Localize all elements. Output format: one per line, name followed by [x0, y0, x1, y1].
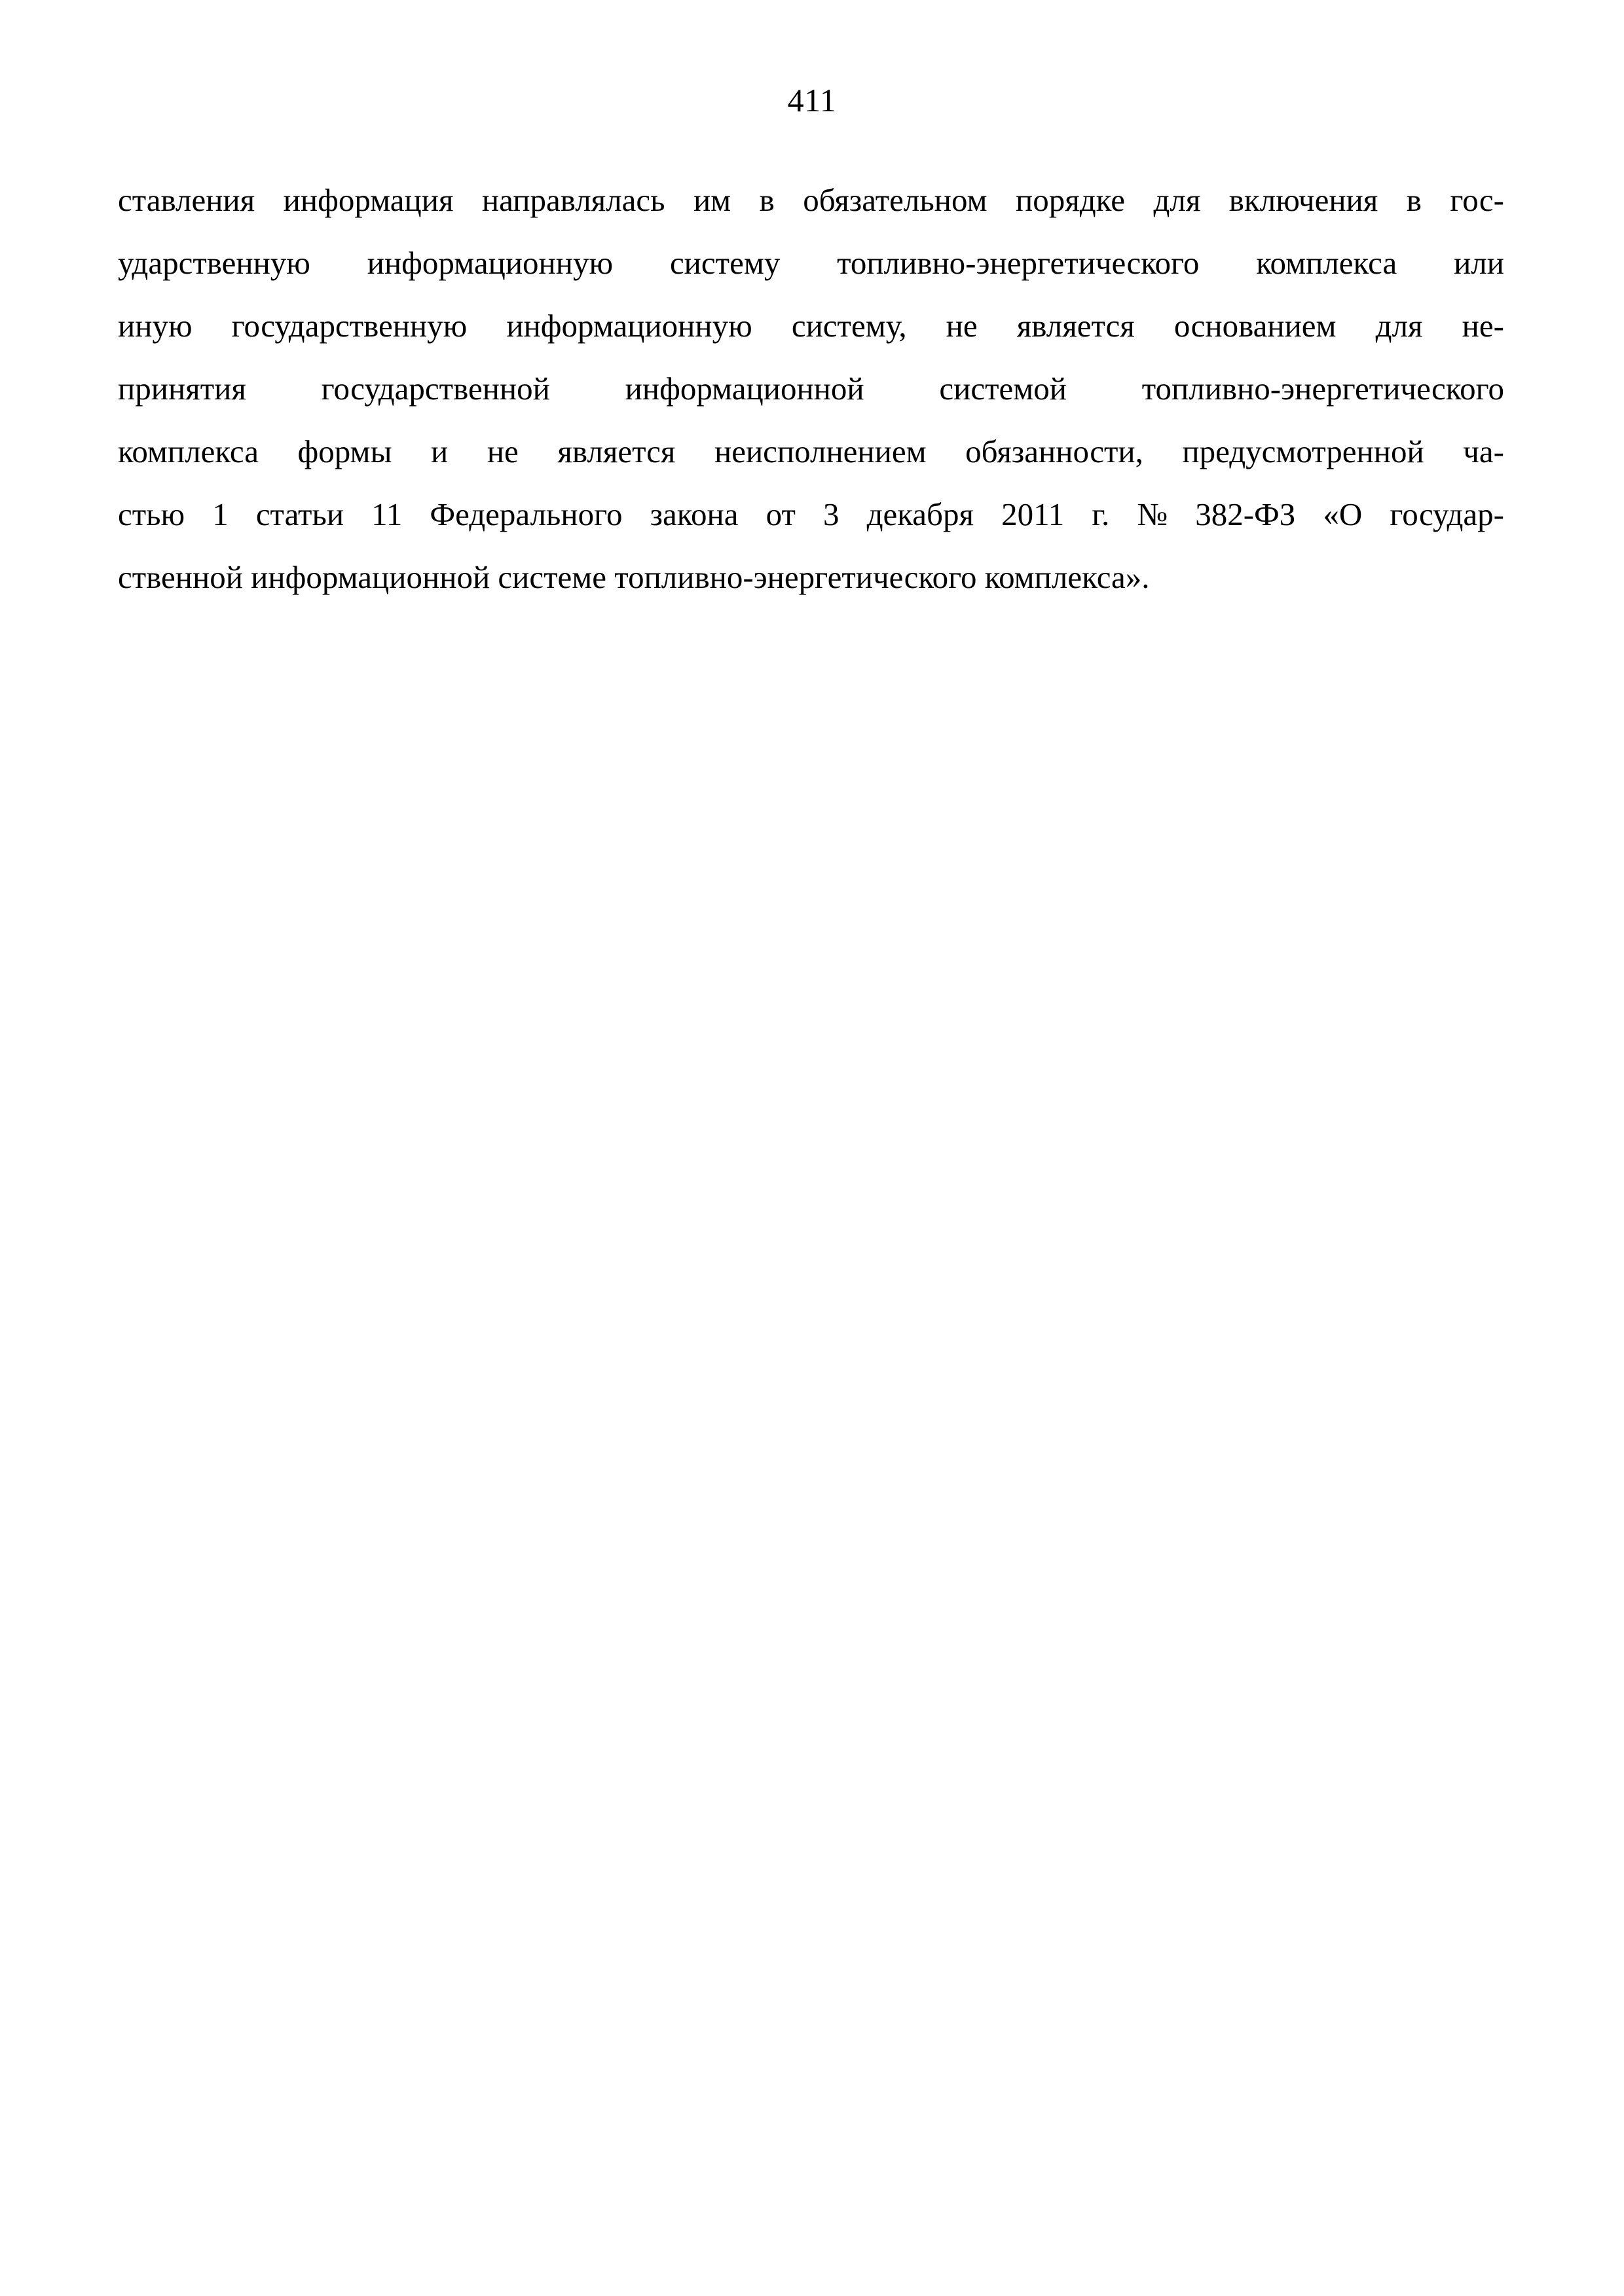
text-word: государственную	[231, 308, 468, 344]
text-word: гос-	[1450, 182, 1504, 218]
text-word: ставления	[118, 182, 255, 218]
text-word: в	[1406, 182, 1422, 218]
text-line	[118, 169, 1504, 232]
text-word: от	[766, 496, 796, 532]
text-word: системой	[939, 371, 1067, 407]
text-word: порядке	[1015, 182, 1125, 218]
text-line	[118, 295, 1504, 357]
text-word: статьи	[255, 496, 344, 532]
text-word: топливно-энергетического	[837, 245, 1200, 281]
text-word: формы	[297, 433, 392, 469]
text-word: является	[557, 433, 676, 469]
text-word: информационной	[625, 371, 864, 407]
text-word: систему,	[791, 308, 907, 344]
text-line	[118, 232, 1504, 295]
text-word: закона	[650, 496, 739, 532]
text-word: 1	[212, 496, 229, 532]
text-word: государственной	[321, 371, 550, 407]
text-word: в	[759, 182, 775, 218]
page-number: 411	[787, 82, 837, 118]
text-word: обязательном	[803, 182, 987, 218]
text-line: ственной информационной системе топливно-энергетического комплекса».	[118, 559, 1150, 595]
text-word: не	[946, 308, 978, 344]
text-word: предусмотренной	[1182, 433, 1424, 469]
text-word: для	[1375, 308, 1423, 344]
text-word: информационную	[506, 308, 752, 344]
text-word: «О	[1323, 496, 1363, 532]
text-word: 11	[371, 496, 403, 532]
text-line	[118, 420, 1504, 483]
body-text-block	[118, 169, 1504, 609]
text-word: Федерального	[430, 496, 623, 532]
text-word: не	[487, 433, 519, 469]
text-word: декабря	[866, 496, 974, 532]
text-word: основанием	[1173, 308, 1337, 344]
text-word: ча-	[1463, 433, 1504, 469]
text-word: принятия	[118, 371, 246, 407]
text-line	[118, 483, 1504, 546]
text-word: стью	[118, 496, 185, 532]
text-word: обязанности,	[965, 433, 1143, 469]
text-word: неисполнением	[714, 433, 927, 469]
text-word: ударственную	[118, 245, 310, 281]
text-word: является	[1016, 308, 1135, 344]
body-paragraph	[118, 169, 1504, 609]
text-word: 382-ФЗ	[1195, 496, 1296, 532]
text-word: не-	[1462, 308, 1504, 344]
text-word: топливно-энергетического	[1141, 371, 1504, 407]
text-word: им	[693, 182, 731, 218]
text-word: и	[431, 433, 449, 469]
text-word: систему	[669, 245, 781, 281]
text-word: г.	[1092, 496, 1110, 532]
text-word: комплекса	[1256, 245, 1397, 281]
text-word: 2011	[1001, 496, 1065, 532]
text-word: государ-	[1390, 496, 1504, 532]
text-word: для	[1153, 182, 1201, 218]
text-word: 3	[822, 496, 840, 532]
text-word: направлялась	[481, 182, 665, 218]
text-word: комплекса	[118, 433, 259, 469]
text-word: включения	[1228, 182, 1378, 218]
text-word: иную	[118, 308, 193, 344]
text-word: информация	[283, 182, 454, 218]
text-line	[118, 357, 1504, 420]
text-word: №	[1137, 496, 1168, 532]
text-word: информационную	[367, 245, 614, 281]
text-word: или	[1454, 245, 1504, 281]
